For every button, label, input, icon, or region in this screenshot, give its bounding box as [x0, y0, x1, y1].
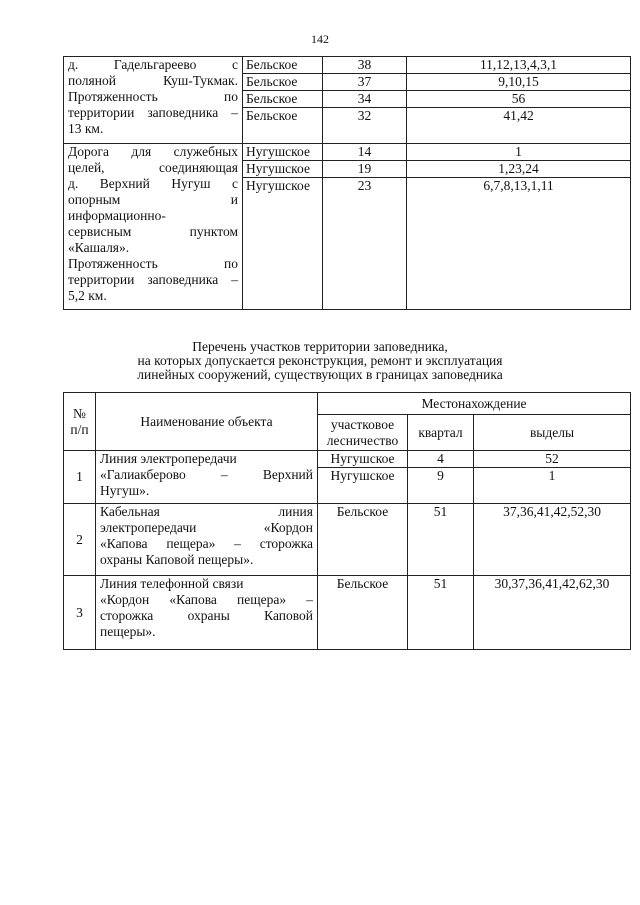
roads-table: [63, 56, 631, 310]
row-number: 1: [64, 451, 96, 504]
forestry-cell: Бельское: [318, 504, 408, 576]
forestry-cell: Нугушское: [243, 144, 323, 161]
forestry-cell: Бельское: [243, 57, 323, 74]
quarter-cell: 14: [323, 144, 407, 161]
quarter-cell: 51: [408, 504, 474, 576]
forestry-cell: Бельское: [243, 108, 323, 144]
row-number: 3: [64, 576, 96, 650]
plots-cell: 30,37,36,41,42,62,30: [474, 576, 631, 650]
forestry-cell: Нугушское: [318, 451, 408, 468]
quarter-cell: 32: [323, 108, 407, 144]
page-number: 142: [311, 32, 329, 46]
forestry-cell: Нугушское: [243, 161, 323, 178]
quarter-cell: 34: [323, 91, 407, 108]
plots-cell: 37,36,41,42,52,30: [474, 504, 631, 576]
road-description-2: Дорога для служебных целей, соединяющая д. Верхний Нугуш с опорным и информационно- сервисным пунктом «Кашаля». Протяженность по территории заповедника – 5,2 км.: [64, 144, 243, 310]
forestry-cell: Бельское: [243, 74, 323, 91]
object-name: Линия электропередачи «Галиакберово – Верхний Нугуш».: [96, 451, 318, 504]
header-num: № п/п: [64, 393, 96, 451]
section-heading: Перечень участков территории заповедника, на которых допускается реконструкция, ремонт и эксплуатация линейных сооружений, существующих в границах заповедника: [137, 339, 503, 382]
quarter-cell: 4: [408, 451, 474, 468]
forestry-cell: Нугушское: [318, 468, 408, 504]
plots-cell: 1,23,24: [407, 161, 631, 178]
header-plots: выделы: [474, 415, 631, 451]
table-row: [64, 504, 631, 576]
quarter-cell: 23: [323, 178, 407, 310]
forestry-cell: Нугушское: [243, 178, 323, 310]
quarter-cell: 51: [408, 576, 474, 650]
object-name: Линия телефонной связи «Кордон «Капова пещера» – сторожка охраны Каповой пещеры».: [96, 576, 318, 650]
table-row: [64, 576, 631, 650]
header-name: Наименование объекта: [96, 393, 318, 451]
plots-cell: 11,12,13,4,3,1: [407, 57, 631, 74]
plots-cell: 6,7,8,13,1,11: [407, 178, 631, 310]
table-row: [64, 451, 631, 468]
quarter-cell: 38: [323, 57, 407, 74]
header-forestry: участковое лесничество: [318, 415, 408, 451]
plots-cell: 41,42: [407, 108, 631, 144]
forestry-cell: Бельское: [318, 576, 408, 650]
plots-cell: 9,10,15: [407, 74, 631, 91]
forestry-cell: Бельское: [243, 91, 323, 108]
plots-cell: 56: [407, 91, 631, 108]
linear-structures-table: [63, 392, 631, 650]
row-number: 2: [64, 504, 96, 576]
quarter-cell: 9: [408, 468, 474, 504]
quarter-cell: 37: [323, 74, 407, 91]
plots-cell: 52: [474, 451, 631, 468]
header-location: Местонахождение: [318, 393, 631, 415]
header-quarter: квартал: [408, 415, 474, 451]
quarter-cell: 19: [323, 161, 407, 178]
road-description-1: д. Гадельгареево с поляной Куш-Тукмак. Протяженность по территории заповедника – 13 км.: [64, 57, 243, 144]
object-name: Кабельная линия электропередачи «Кордон «Капова пещера» – сторожка охраны Каповой пещеры».: [96, 504, 318, 576]
plots-cell: 1: [407, 144, 631, 161]
plots-cell: 1: [474, 468, 631, 504]
